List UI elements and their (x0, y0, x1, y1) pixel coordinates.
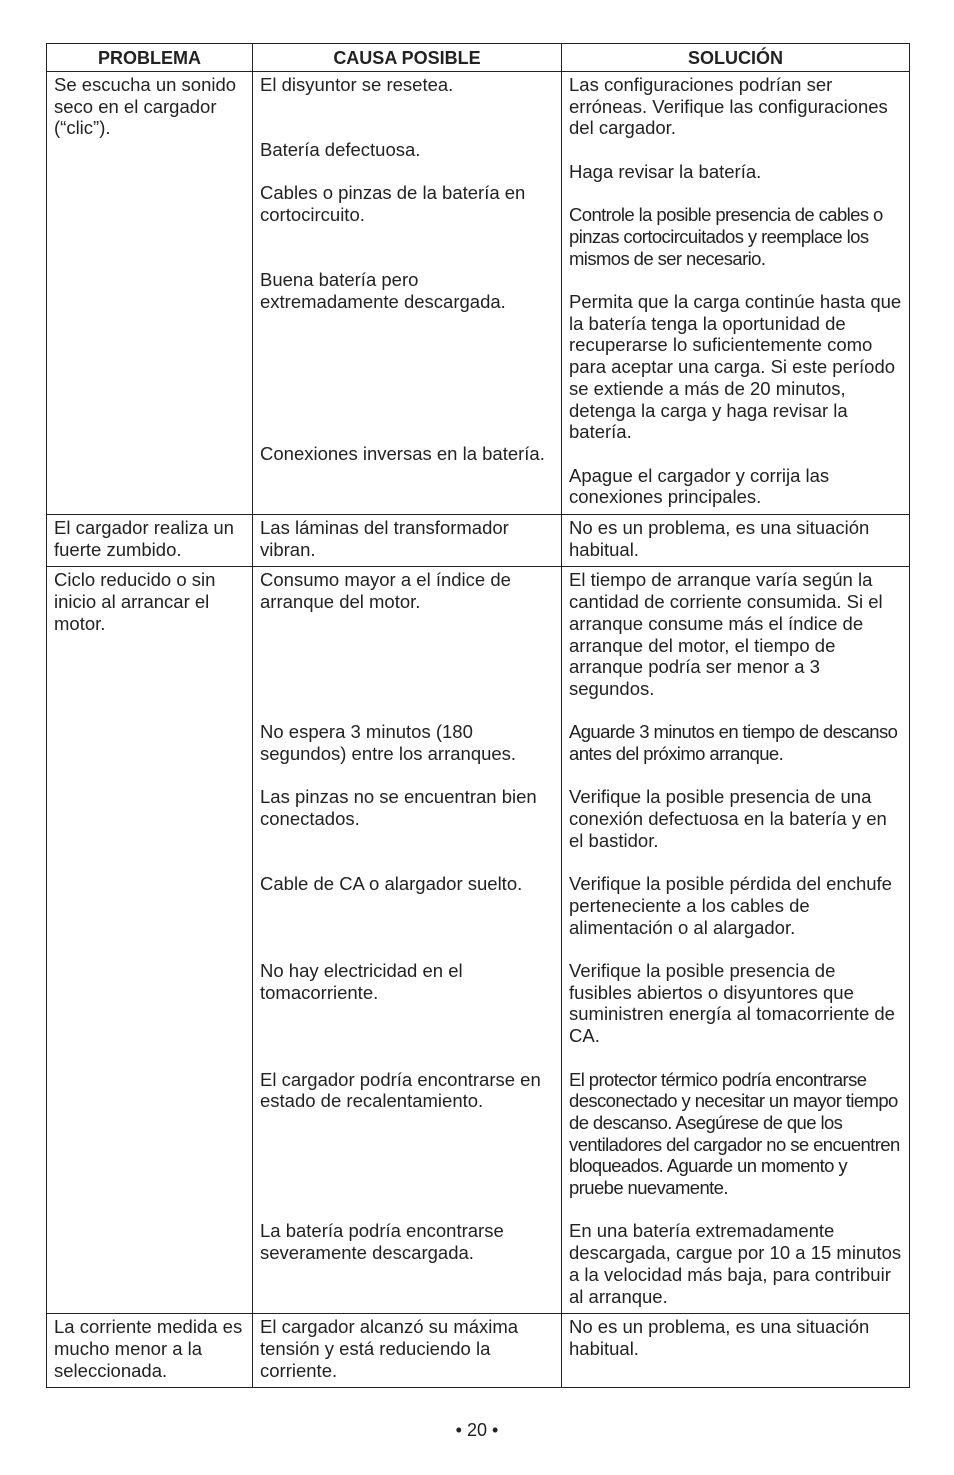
solution-text: No es un problema, es una situación habitual. (569, 517, 870, 560)
cause-text: Las pinzas no se encuentran bien conectados. (260, 786, 537, 830)
table-row (47, 72, 910, 515)
solution-text: Apague el cargador y corrija las conexiones principales. (569, 464, 830, 508)
solution-text: Verifique la posible presencia de una conexión defectuosa en la batería y en el bastidor. (569, 786, 887, 851)
solution-cell (562, 567, 910, 1314)
solution-text: Aguarde 3 minutos en tiempo de descanso antes del próximo arranque. (569, 721, 898, 765)
table-header-row (47, 44, 910, 72)
cause-text: El disyuntor se resetea. (260, 74, 454, 95)
solution-text: No es un problema, es una situación habitual. (569, 1316, 870, 1359)
solution-text: En una batería extremadamente descargada, cargue por 10 a 15 minutos a la velocidad más baja, para contribuir al arranque. (569, 1220, 902, 1307)
solution-text: Verifique la posible pérdida del enchufe perteneciente a los cables de alimentación o al alargador. (569, 873, 892, 938)
table-row (47, 1314, 910, 1388)
solution-text: El protector térmico podría encontrarse desconectado y necesitar un mayor tiempo de descanso. Asegúrese de que los ventiladores del cargador no se encuentren bloqueados. Aguarde un momento y pruebe nuevamente. (569, 1068, 900, 1199)
solution-text: Verifique la posible presencia de fusibles abiertos o disyuntores que suministren energía al tomacorriente de CA. (569, 960, 895, 1047)
solution-text: Las configuraciones podrían ser erróneas. Verifique las configuraciones del cargador. (569, 74, 888, 139)
table-row (47, 515, 910, 567)
header-problema: PROBLEMA (47, 44, 253, 72)
cause-text: Conexiones inversas en la batería. (260, 442, 545, 464)
solution-cell (562, 515, 910, 567)
solution-cell (562, 72, 910, 515)
cause-text: No hay electricidad en el tomacorriente. (260, 960, 463, 1003)
page-number: • 20 • (455, 1420, 499, 1440)
header-causa-posible: CAUSA POSIBLE (253, 44, 562, 72)
cause-cell (253, 1314, 562, 1388)
solution-text: Permita que la carga continúe hasta que la batería tenga la oportunidad de recuperarse lo suficientemente como para aceptar una carga. Si este período se extiende a más de 20 minutos, detenga la carga y haga revisar la batería. (569, 290, 902, 443)
problem-text: Ciclo reducido o sin inicio al arrancar el motor. (54, 569, 216, 634)
cause-cell (253, 567, 562, 1314)
troubleshooting-table (46, 43, 910, 1388)
solution-text: El tiempo de arranque varía según la cantidad de corriente consumida. Si el arranque consume más el índice de arranque del motor, el tiempo de arranque podría ser menor a 3 segundos. (569, 569, 883, 699)
problem-text: El cargador realiza un fuerte zumbido. (54, 517, 234, 560)
cause-text: Las láminas del transformador vibran. (260, 517, 509, 560)
problem-cell (47, 1314, 253, 1388)
solution-text: Controle la posible presencia de cables o pinzas cortocircuitados y reemplace los mismos de ser necesario. (569, 204, 883, 269)
cause-cell (253, 515, 562, 567)
cause-text: El cargador alcanzó su máxima tensión y está reduciendo la corriente. (260, 1316, 519, 1381)
problem-cell (47, 515, 253, 567)
cause-text: Cable de CA o alargador suelto. (260, 873, 523, 895)
troubleshooting-page (46, 43, 909, 1388)
header-solucion: SOLUCIÓN (562, 44, 910, 72)
table-row (47, 567, 910, 1314)
problem-text: Se escucha un sonido seco en el cargador (“clic”). (54, 74, 237, 139)
solution-cell (562, 1314, 910, 1388)
cause-text: El cargador podría encontrarse en estado de recalentamiento. (260, 1068, 541, 1112)
problem-text: La corriente medida es mucho menor a la seleccionada. (54, 1316, 243, 1381)
cause-text: Consumo mayor a el índice de arranque del motor. (260, 569, 511, 613)
cause-text: Batería defectuosa. (260, 139, 421, 161)
cause-text: Buena batería pero extremadamente descargada. (260, 269, 506, 312)
cause-text: La batería podría encontrarse severamente descargada. (260, 1220, 504, 1264)
cause-cell (253, 72, 562, 515)
problem-cell (47, 72, 253, 515)
problem-cell (47, 567, 253, 1314)
solution-text: Haga revisar la batería. (569, 160, 762, 182)
cause-text: No espera 3 minutos (180 segundos) entre los arranques. (260, 721, 517, 765)
cause-text: Cables o pinzas de la batería en cortocircuito. (260, 182, 526, 226)
